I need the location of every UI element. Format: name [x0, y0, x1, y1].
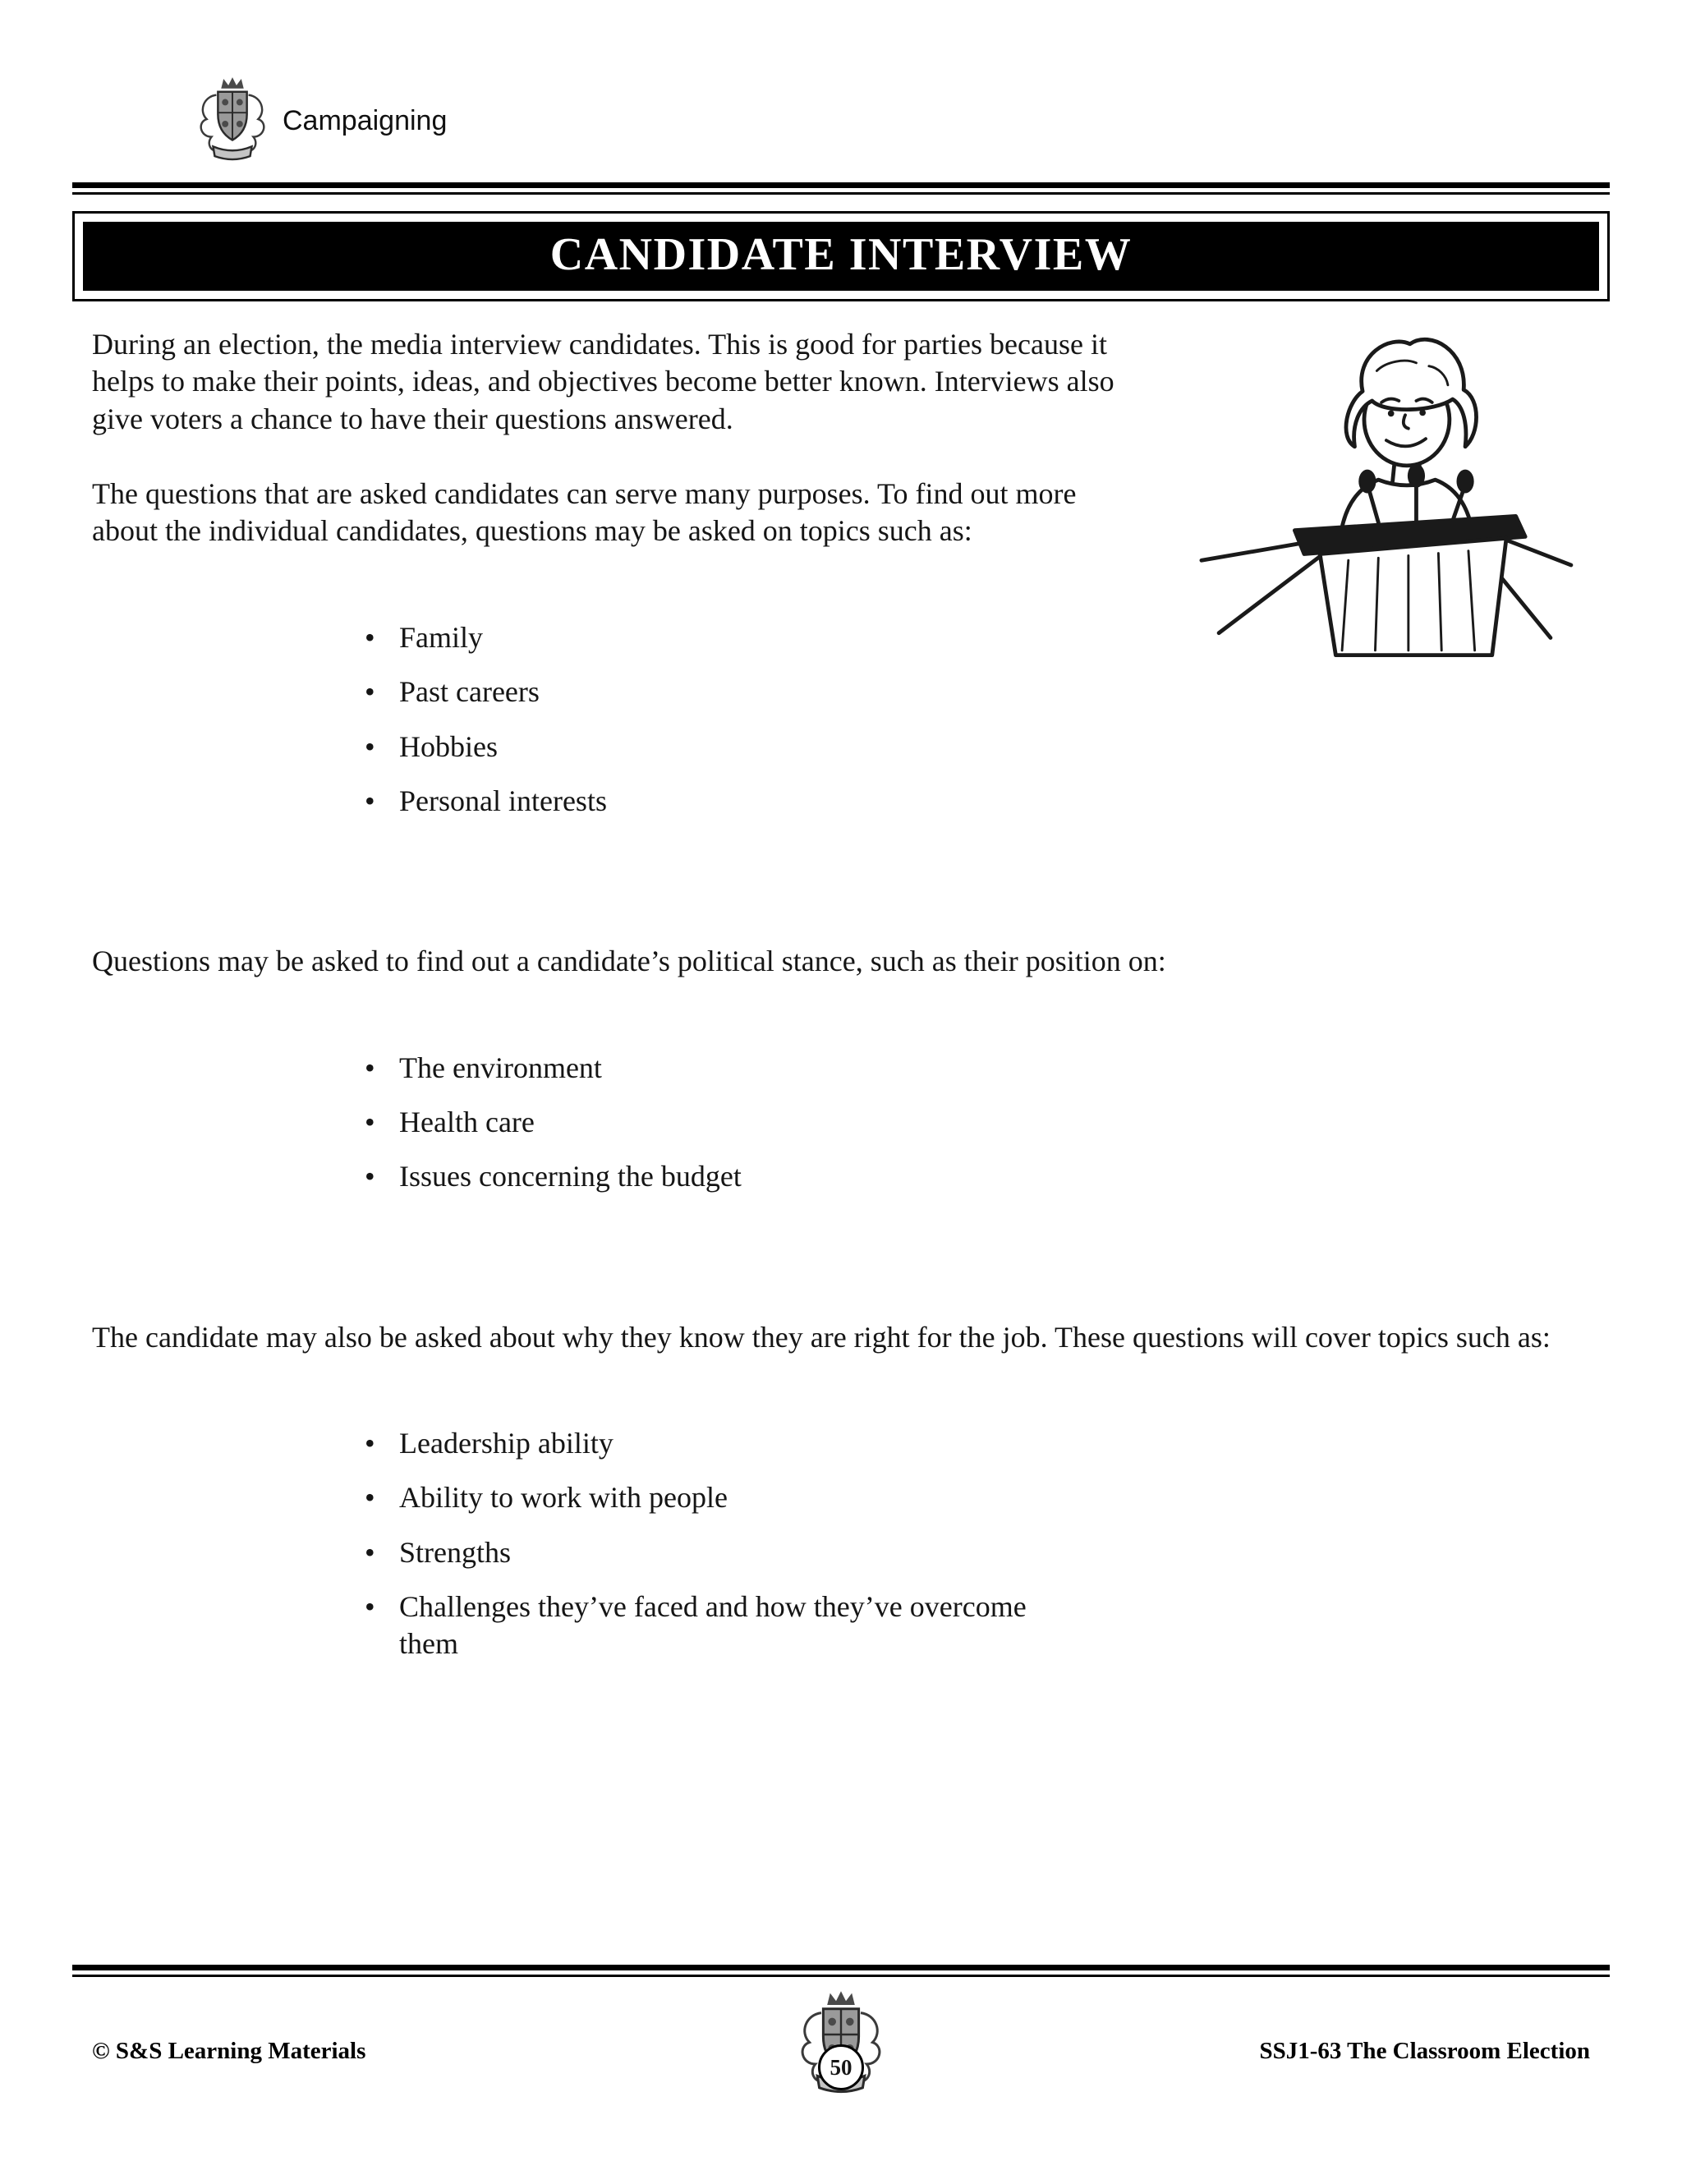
list-personal-topics [363, 619, 1036, 820]
list-item: • Leadership ability [363, 1425, 1036, 1462]
page-header [0, 0, 1682, 169]
page-body [72, 326, 1610, 1663]
footer-divider [72, 1965, 1610, 1977]
footer-crest [775, 1985, 907, 2117]
paragraph-stance: Questions may be asked to find out a candidate’s political stance, such as their position on: [92, 945, 1166, 978]
paragraph-intro: During an election, the media interview candidates. This is good for parties because it helps to make their points, ideas, and objectives become better known. Interviews also give voters a chance to have their questions answered. [92, 328, 1114, 435]
title-bar [83, 222, 1599, 291]
list-item: • Issues concerning the budget [363, 1158, 1036, 1195]
product-code-text: SSJ1-63 The Classroom Election [1259, 2037, 1590, 2064]
list-item: • Ability to work with people [363, 1479, 1036, 1516]
list-item: • Personal interests [363, 783, 1036, 820]
reporter-podium-illustration [1179, 323, 1590, 664]
divider-thick-line [72, 182, 1610, 188]
list-item: • Family [363, 619, 1036, 656]
page-title: CANDIDATE INTERVIEW [549, 229, 1133, 280]
list-job-topics [363, 1425, 1036, 1663]
list-item: • The environment [363, 1050, 1036, 1087]
page-footer [72, 1965, 1610, 2117]
copyright-text: © S&S Learning Materials [92, 2037, 366, 2064]
footer-row [72, 1985, 1610, 2117]
divider-thin-line [72, 192, 1610, 195]
list-item: • Past careers [363, 674, 1036, 710]
list-item: • Challenges they’ve faced and how they’ve overcome them [363, 1589, 1036, 1663]
divider-thin-line [72, 1975, 1610, 1977]
crest-icon [192, 72, 273, 169]
section-label: Campaigning [283, 104, 448, 136]
list-item: • Strengths [363, 1534, 1036, 1571]
list-stance-topics [363, 1050, 1036, 1196]
page-number: 50 [818, 2044, 864, 2090]
paragraph-purposes: The questions that are asked candidates can serve many purposes. To find out more about the individual candidates, questions may be asked on topics such as: [92, 477, 1077, 548]
header-divider [72, 182, 1610, 195]
list-item: • Hobbies [363, 729, 1036, 766]
divider-thick-line [72, 1965, 1610, 1970]
title-banner [72, 211, 1610, 301]
paragraph-job-fit: The candidate may also be asked about why they know they are right for the job. These questions will cover topics such as: [92, 1320, 1551, 1354]
list-item: • Health care [363, 1104, 1036, 1141]
